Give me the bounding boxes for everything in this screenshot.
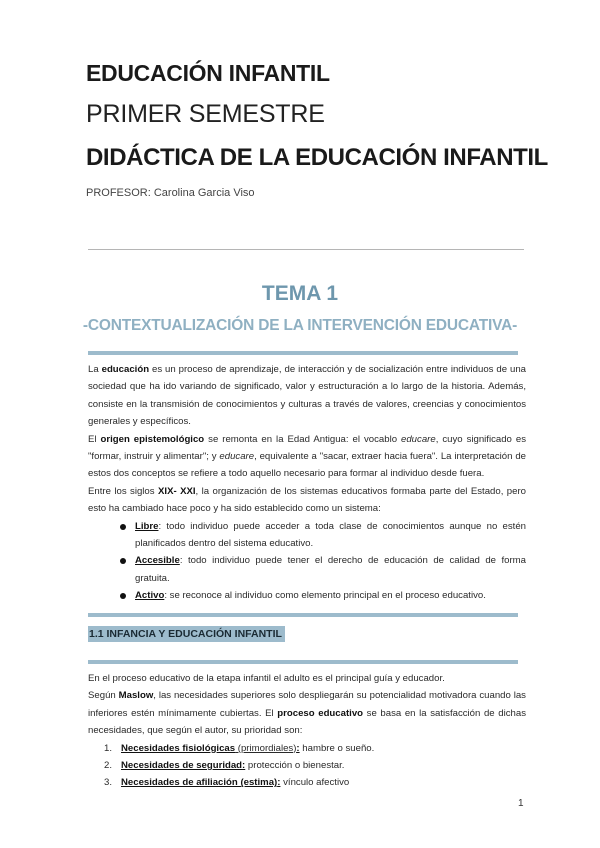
term-siglos: XIX- XXI [158,485,196,497]
text-run: La [88,364,102,375]
need-colon: : [242,760,246,772]
paragraph-centuries [88,483,526,518]
text-run: El [88,433,101,445]
text-run: se basa en la satisfacción de dichas necesidades, que según el autor, su prioridad son: [88,707,526,737]
term-educacion: educación [101,364,150,375]
list-item [120,587,526,604]
need-text: protección o bienestar. [245,760,345,772]
term-proceso: proceso educativo [277,707,364,719]
text-run: , las necesidades superiores solo despliegarán su potencialidad motivadora cuando las inferiores estén mínimamente cubiertas. El [88,690,526,719]
page-number: 1 [518,798,524,809]
paragraph-adult: En el proceso educativo de la etapa infantil el adulto es el principal guía y educador. [88,673,445,684]
need-term: Necesidades de afiliación (estima) [121,777,278,789]
system-traits-list [88,518,526,605]
need-note: (primordiales) [235,742,297,754]
bullet-icon [120,558,126,564]
need-colon: : [277,777,281,789]
section-divider [88,613,518,617]
text-run: , cuyo significado es "formar, instruir y alimentar"; y [88,433,526,463]
intro-section [88,361,526,605]
trait-term: Activo [135,590,165,602]
text-run: Entre los siglos [88,485,158,497]
section-divider [88,351,518,355]
topic-subtitle: -CONTEXTUALIZACIÓN DE LA INTERVENCIÓN EDUCATIVA- [82,317,518,334]
text-run: , equivalente a "sacar, extraer hacia fuera". La interpretación de estos dos conceptos se refiere a todo aquello necesario para formar al individuo desde fuera. [88,451,526,480]
list-item [120,552,526,587]
list-number: 1. [104,742,113,754]
needs-list [88,740,526,792]
need-text: vínculo afectivo [280,777,350,789]
paragraph-origin [88,431,526,483]
header-divider [88,249,524,250]
trait-text: : todo individuo puede tener el derecho de educación de calidad de forma gratuita. [135,555,526,584]
latin-word: educare [219,451,255,463]
trait-text: : todo individuo puede acceder a toda clase de conocimientos aunque no estén planificados dentro del sistema educativo. [135,520,526,550]
section-heading: 1.1 INFANCIA Y EDUCACIÓN INFANTIL [88,626,285,642]
section-1-1-body [88,670,526,792]
paragraph-education [88,361,526,431]
list-item [104,774,526,791]
text-run: , la organización de los sistemas educativos formaba parte del Estado, pero esto ha cambiado hace poco y ha sido establecido como un sistema: [88,485,526,515]
topic-title: TEMA 1 [261,282,339,305]
list-item [120,518,526,553]
need-colon: : [296,742,300,754]
trait-term: Accesible [135,555,180,567]
list-item [104,757,526,774]
bullet-icon [120,524,126,530]
professor-line: PROFESOR: Carolina Garcia Viso [86,187,255,199]
term-maslow: Maslow [118,690,154,702]
need-term: Necesidades fisiológicas [121,742,236,754]
need-term: Necesidades de seguridad [121,760,243,772]
course-title: EDUCACIÓN INFANTIL [86,60,330,86]
list-number: 3. [104,777,113,789]
list-number: 2. [104,760,113,772]
trait-term: Libre [135,520,159,532]
text-run: se remonta en la Edad Antigua: el vocablo [204,433,402,445]
paragraph-maslow [88,687,526,739]
latin-word: educare [401,433,436,445]
section-divider [88,660,518,664]
subject-title: DIDÁCTICA DE LA EDUCACIÓN INFANTIL [86,144,548,171]
semester-title: PRIMER SEMESTRE [86,100,325,128]
trait-text: : se reconoce al individuo como elemento principal en el proceso educativo. [164,590,486,602]
need-text: hambre o sueño. [299,742,375,754]
list-item [104,740,526,757]
text-run: es un proceso de aprendizaje, de interacción y de socialización entre individuos de una sociedad que ha ido variando de significado, valor y estructuración a lo largo de la historia. Además, consiste en la transmisión de conocimientos y culturas a través de valores, creencias y conocimientos generales y específicos. [88,364,527,428]
bullet-icon [120,593,126,599]
text-run: Según [88,690,119,702]
term-origen: origen epistemológico [100,433,205,445]
